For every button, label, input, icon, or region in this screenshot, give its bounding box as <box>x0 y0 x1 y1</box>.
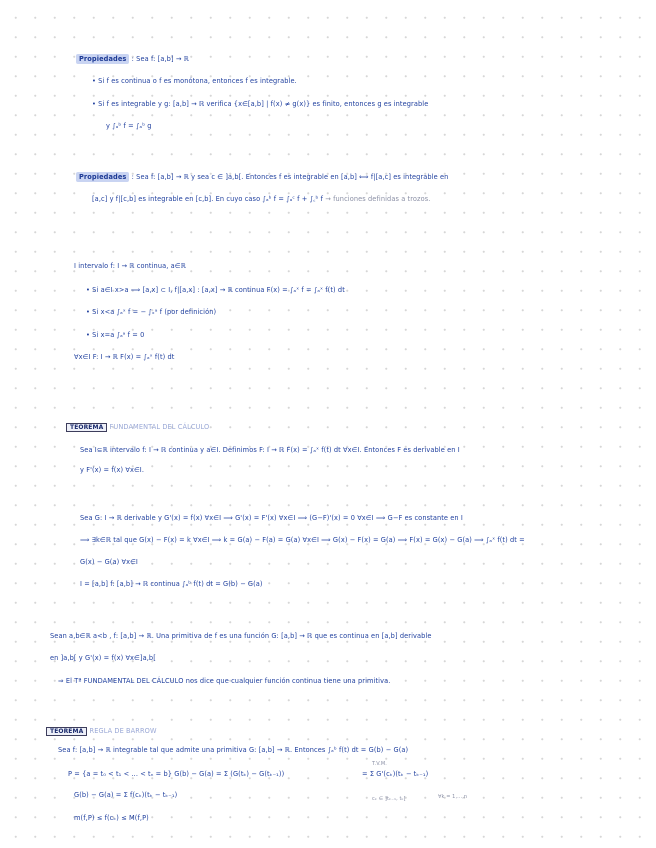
properties-heading-1 <box>76 55 189 64</box>
note-line: en ]a,b[ y G'(x) = f(x) ∀x∈]a,b[ <box>50 654 156 662</box>
heading-text: : Sea f: [a,b] → ℝ y sea c ∈ ]a,b[. Entonces f es integrable en [a,b] ⟺ f|[a,c] es integrable en <box>131 173 449 181</box>
note-line: y ∫ₐᵇ f = ∫ₐᵇ g <box>106 122 152 130</box>
properties-heading-2 <box>76 173 448 182</box>
note-line: = Σ G'(cₖ)(tₖ − tₖ₋₁) <box>362 770 429 778</box>
note-line: Sea I⊆ℝ intervalo f: I → ℝ continua y a∈I. Definimos F: I → ℝ F(x) = ∫ₐˣ f(t) dt ∀x∈I. Entonces F es derivable en I <box>80 446 460 454</box>
highlight-tag: Propiedades <box>76 54 129 64</box>
note-line: ⟹ ∃k∈ℝ tal que G(x) − F(x) = k ∀x∈I ⟹ k = G(a) − F(a) = G(a) ∀x∈I ⟹ G(x) − F(x) = G(a) ⟹ F(x) = G(x) − G(a) ⟹ ∫ₐˣ f(t) dt = <box>80 536 525 544</box>
side-note: cₖ ∈ ]tₖ₋₁, tₖ[ <box>372 796 406 802</box>
theorem-title: FUNDAMENTAL DEL CÁLCULO <box>109 423 210 431</box>
theorem-title: REGLA DE BARROW <box>89 727 157 735</box>
highlight-tag: Propiedades <box>76 172 129 182</box>
note-line: Sean a,b∈ℝ a<b , f: [a,b] → ℝ. Una primitiva de f es una función G: [a,b] → ℝ que es continua en [a,b] derivable <box>50 632 432 640</box>
theorem-tag: TEOREMA <box>66 423 107 432</box>
note-line <box>92 195 430 204</box>
note-line: • Si f es integrable y g: [a,b] → ℝ verifica {x∈[a,b] | f(x) ≠ g(x)} es finito, entonces g es integrable <box>92 100 429 108</box>
note-line: P = {a = t₀ < t₁ < ... < tₙ = b} G(b) − G(a) = Σ (G(tₖ) − G(tₖ₋₁)) <box>68 770 285 778</box>
tvm-note: T.V.M. <box>372 761 387 767</box>
heading-text: : Sea f: [a,b] → ℝ <box>131 55 189 63</box>
note-line: I intervalo f: I → ℝ continua, a∈ℝ <box>74 262 186 270</box>
note-line: • Si f es continua o f es monótona, entonces f es integrable. <box>92 77 297 85</box>
theorem-heading-1 <box>66 423 209 432</box>
theorem-tag: TEOREMA <box>46 727 87 736</box>
note-line: ⇒ El Tª FUNDAMENTAL DEL CÁLCULO nos dice que cualquier función continua tiene una primitiva. <box>58 677 391 685</box>
note-line: m(f,P) ≤ f(cₖ) ≤ M(f,P) <box>74 814 149 822</box>
side-note: ∀k = 1,...,n <box>438 794 468 800</box>
theorem-heading-2 <box>46 727 157 736</box>
note-text: [a,c] y f|[c,b] es integrable en [c,b]. En cuyo caso ∫ₐᵇ f = ∫ₐᶜ f + ∫꜀ᵇ f <box>92 195 324 203</box>
note-line: Sea G: I → ℝ derivable y G'(x) = f(x) ∀x∈I ⟹ G'(x) = F'(x) ∀x∈I ⟹ (G−F)'(x) = 0 ∀x∈I ⟹ G−F es constante en I <box>80 514 463 522</box>
note-line: G(x) − G(a) ∀x∈I <box>80 558 138 566</box>
note-line: • Si x<a ∫ₐˣ f = − ∫ₓᵃ f (por definición) <box>86 308 217 316</box>
side-note: → funciones definidas a trozos. <box>325 195 431 203</box>
note-line: y F'(x) = f(x) ∀x∈I. <box>80 466 145 474</box>
note-line: I = [a,b] f: [a,b] → ℝ continua ∫ₐᵇ f(t) dt = G(b) − G(a) <box>80 580 263 588</box>
note-line: • Si x=a ∫ₐᵃ f = 0 <box>86 331 145 339</box>
note-line: ∀x∈I F: I → ℝ F(x) = ∫ₐˣ f(t) dt <box>74 353 175 361</box>
note-line: Sea f: [a,b] → ℝ integrable tal que admite una primitiva G: [a,b] → ℝ. Entonces ∫ₐᵇ f(t) dt = G(b) − G(a) <box>58 746 409 754</box>
note-line: • Si a∈I x>a ⟹ [a,x] ⊂ I, f|[a,x] : [a,x] → ℝ continua F(x) = ∫ₐˣ f = ∫ₐˣ f(t) dt <box>86 286 345 294</box>
note-line: G(b) − G(a) = Σ f(cₖ)(tₖ − tₖ₋₁) <box>74 791 178 799</box>
